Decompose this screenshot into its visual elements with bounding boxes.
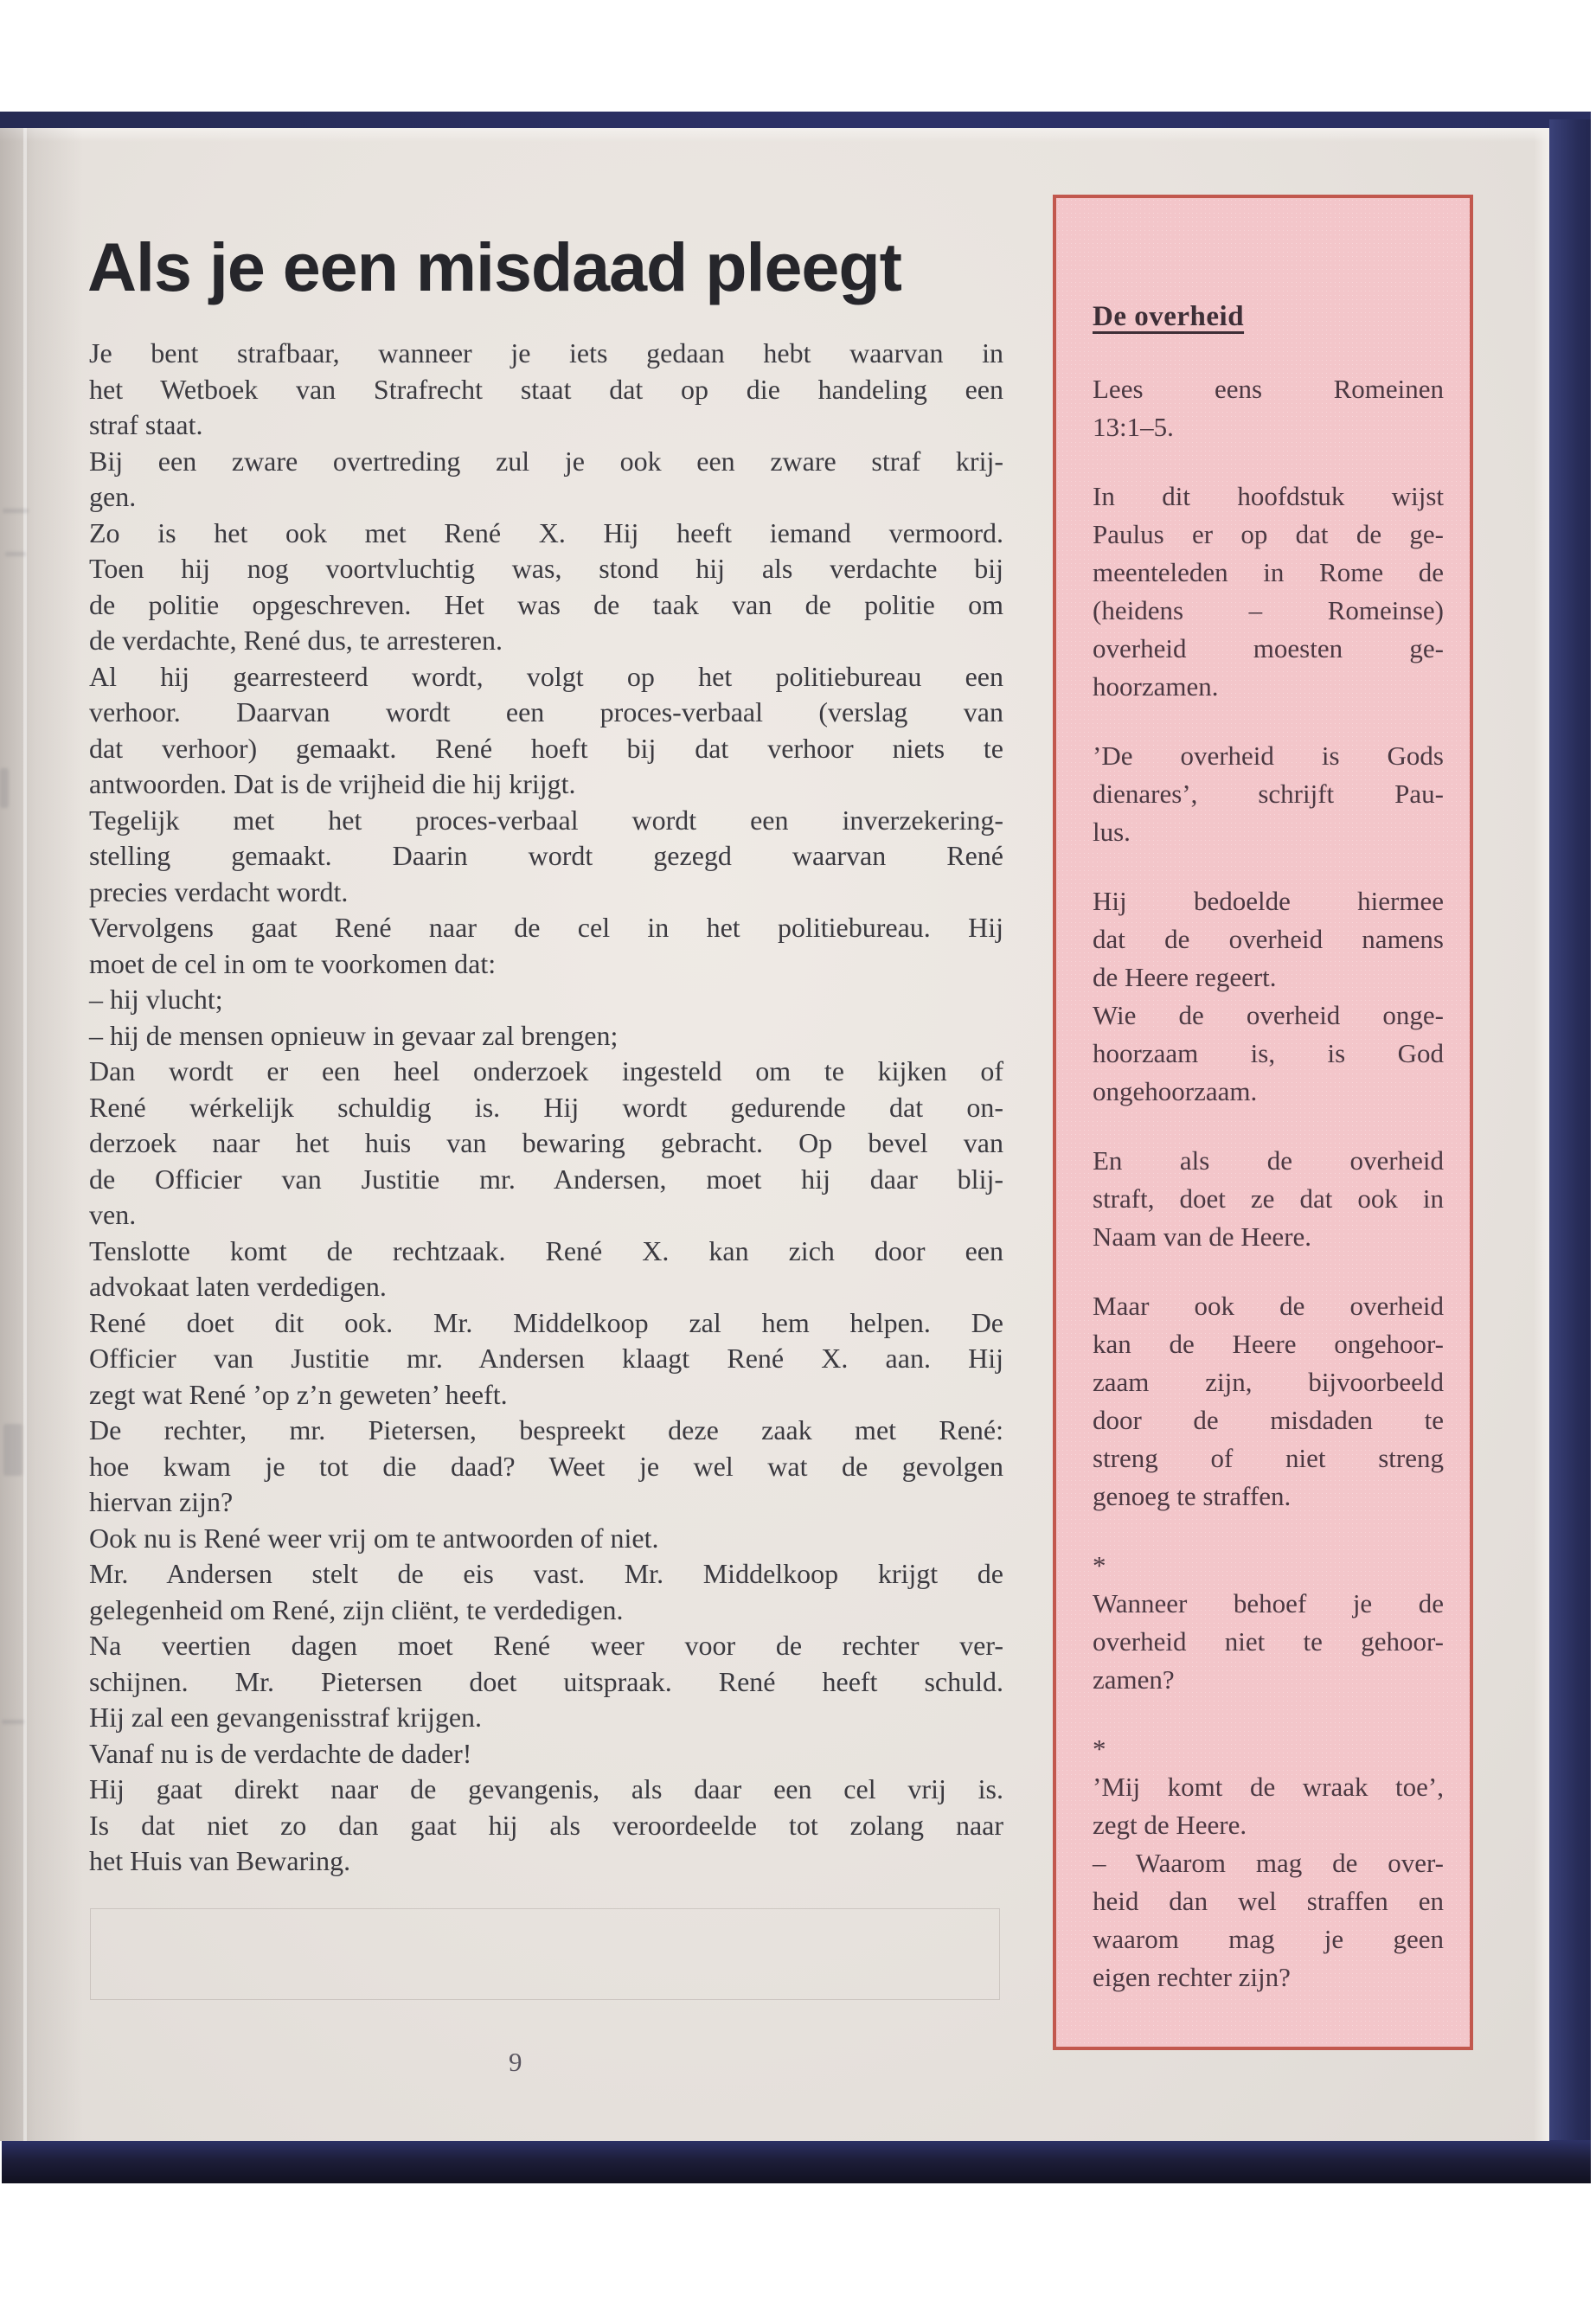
text-line: Officier van Justitie mr. Andersen klaagt René X. aan. Hij <box>89 1343 1003 1374</box>
text-line: ongehoorzaam. <box>1093 1076 1258 1106</box>
text-block <box>1093 882 1444 997</box>
text-line: Zo is het ook met René X. Hij heeft iemand vermoord. <box>89 516 1003 548</box>
text-block <box>1093 737 1444 851</box>
text-line: zegt wat René ’op z’n geweten’ heeft. <box>89 1378 508 1410</box>
text-block <box>89 1305 1003 1413</box>
text-line: * <box>1093 1550 1106 1580</box>
text-line: hoorzaam is, is God <box>1093 1038 1444 1068</box>
text-line: In dit hoofdstuk wijst <box>1093 481 1444 511</box>
page-paper <box>0 128 1549 2141</box>
text-line: heid dan wel straffen en <box>1093 1886 1444 1916</box>
text-line: schijnen. Mr. Pietersen doet uitspraak. René heeft schuld. <box>89 1665 1003 1697</box>
text-block <box>1093 1287 1444 1516</box>
text-block <box>1093 1844 1444 1997</box>
text-line: de Officier van Justitie mr. Andersen, moet hij daar blij- <box>89 1163 1003 1195</box>
text-line: 13:1–5. <box>1093 412 1174 442</box>
text-line: Wie de overheid onge- <box>1093 1000 1444 1030</box>
text-block <box>1093 1142 1444 1256</box>
sidebar-text-column <box>1093 370 1444 1997</box>
text-block <box>89 1054 1003 1234</box>
main-text-column <box>89 336 1003 1880</box>
text-line: advokaat laten verdedigen. <box>89 1271 387 1302</box>
text-line: (heidens – Romeinse) <box>1093 595 1444 625</box>
sidebar-heading: De overheid <box>1093 301 1245 332</box>
text-line: het Huis van Bewaring. <box>89 1845 351 1876</box>
text-line: derzoek naar het huis van bewaring gebracht. Op bevel van <box>89 1127 1003 1158</box>
bleed-through-mark <box>3 509 29 513</box>
text-block <box>1093 370 1444 446</box>
bleed-through-mark <box>0 768 9 808</box>
text-line: straf staat. <box>89 409 203 440</box>
text-block <box>89 1736 1003 1772</box>
text-line: dat de overheid namens <box>1093 924 1444 954</box>
text-line: En als de overheid <box>1093 1145 1444 1176</box>
text-block <box>89 336 1003 444</box>
text-line: straft, doet ze dat ook in <box>1093 1183 1444 1214</box>
text-line: Na veertien dagen moet René weer voor de rechter ver- <box>89 1630 1003 1661</box>
text-line: Vanaf nu is de verdachte de dader! <box>89 1737 472 1769</box>
text-block <box>89 910 1003 982</box>
text-line: Hij bedoelde hiermee <box>1093 886 1444 916</box>
text-line: hoe kwam je tot die daad? Weet je wel wat de gevolgen <box>89 1450 1003 1482</box>
text-line: ’Mij komt de wraak toe’, <box>1093 1772 1444 1802</box>
text-line: Dan wordt er een heel onderzoek ingesteld om te kijken of <box>89 1055 1003 1086</box>
text-block <box>89 982 1003 1018</box>
text-line: René doet dit ook. Mr. Middelkoop zal hem helpen. De <box>89 1306 1003 1338</box>
text-line: zamen? <box>1093 1664 1175 1695</box>
text-block <box>89 444 1003 516</box>
text-line: Wanneer behoef je de <box>1093 1588 1444 1618</box>
page-top-edge <box>0 128 1549 142</box>
text-line: Maar ook de overheid <box>1093 1291 1444 1321</box>
page-number: 9 <box>509 2047 522 2077</box>
text-line: streng of niet streng <box>1093 1443 1444 1473</box>
page-stack-edge <box>1534 128 1549 2141</box>
book-cover-right-edge <box>1549 119 1591 2182</box>
binding-highlight <box>23 128 27 2141</box>
text-line: antwoorden. Dat is de vrijheid die hij krijgt. <box>89 768 576 799</box>
text-block <box>1093 1768 1444 1844</box>
text-block <box>89 1018 1003 1054</box>
page-title: Als je een misdaad pleegt <box>87 228 901 305</box>
text-line: Hij gaat direkt naar de gevangenis, als daar een cel vrij is. <box>89 1773 1003 1804</box>
text-line: Hij zal een gevangenisstraf krijgen. <box>89 1702 483 1733</box>
text-line: * <box>1093 1734 1106 1764</box>
text-line: de Heere regeert. <box>1093 962 1277 992</box>
text-line: de verdachte, René dus, te arresteren. <box>89 625 503 656</box>
text-line: stelling gemaakt. Daarin wordt gezegd waarvan René <box>89 840 1003 871</box>
text-block <box>89 1556 1003 1628</box>
text-line: waarom mag je geen <box>1093 1924 1444 1954</box>
text-line: Lees eens Romeinen <box>1093 374 1444 404</box>
text-line: zegt de Heere. <box>1093 1810 1247 1840</box>
text-line: kan de Heere ongehoor- <box>1093 1329 1444 1359</box>
text-line: Paulus er op dat de ge- <box>1093 519 1444 549</box>
text-line: de politie opgeschreven. Het was de taak van de politie om <box>89 588 1003 620</box>
text-block <box>1093 997 1444 1111</box>
text-line: eigen rechter zijn? <box>1093 1962 1291 1992</box>
text-line: René wérkelijk schuldig is. Hij wordt gedurende dat on- <box>89 1091 1003 1123</box>
text-block <box>89 1234 1003 1305</box>
text-line: genoeg te straffen. <box>1093 1481 1292 1511</box>
text-line: Tegelijk met het proces-verbaal wordt een inverzekering- <box>89 804 1003 836</box>
bleed-through-mark <box>5 552 26 556</box>
text-block <box>89 1628 1003 1736</box>
text-block <box>1093 478 1444 706</box>
book-cover-bottom-edge <box>2 2140 1591 2183</box>
text-line: gelegenheid om René, zijn cliënt, te verdedigen. <box>89 1593 624 1625</box>
text-block <box>89 1521 1003 1557</box>
text-line: Naam van de Heere. <box>1093 1221 1312 1252</box>
text-line: Toen hij nog voortvluchtig was, stond hij als verdachte bij <box>89 553 1003 584</box>
text-line: het Wetboek van Strafrecht staat dat op die handeling een <box>89 373 1003 405</box>
text-line: door de misdaden te <box>1093 1405 1444 1435</box>
text-line: zaam zijn, bijvoorbeeld <box>1093 1367 1444 1397</box>
text-block <box>89 1772 1003 1880</box>
text-block <box>89 516 1003 659</box>
text-line: Mr. Andersen stelt de eis vast. Mr. Middelkoop krijgt de <box>89 1558 1003 1589</box>
text-line: lus. <box>1093 817 1131 847</box>
text-line: ven. <box>89 1199 137 1230</box>
text-block <box>1093 1730 1444 1768</box>
book-cover-top-edge <box>0 112 1591 130</box>
text-line: – Waarom mag de over- <box>1093 1848 1444 1878</box>
text-block <box>1093 1547 1444 1585</box>
text-line: dienares’, schrijft Pau- <box>1093 779 1444 809</box>
text-block <box>89 803 1003 911</box>
sidebar-box <box>1053 195 1473 2050</box>
text-line: Je bent strafbaar, wanneer je iets gedaan hebt waarvan in <box>89 337 1003 369</box>
bleed-through-outline <box>90 1908 1000 2000</box>
text-block <box>1093 1585 1444 1699</box>
text-line: overheid niet te gehoor- <box>1093 1626 1444 1657</box>
text-line: Vervolgens gaat René naar de cel in het politiebureau. Hij <box>89 912 1003 943</box>
text-line: – hij vlucht; <box>89 984 223 1015</box>
text-line: Al hij gearresteerd wordt, volgt op het politiebureau een <box>89 660 1003 692</box>
bleed-through-mark <box>3 1424 22 1476</box>
text-line: moet de cel in om te voorkomen dat: <box>89 947 497 979</box>
text-line: verhoor. Daarvan wordt een proces-verbaal (verslag van <box>89 696 1003 727</box>
binding-shadow <box>0 128 83 2141</box>
text-line: hoorzamen. <box>1093 671 1219 702</box>
text-line: gen. <box>89 481 137 512</box>
text-line: dat verhoor) gemaakt. René hoeft bij dat verhoor niets te <box>89 732 1003 764</box>
text-block <box>89 659 1003 803</box>
text-line: overheid moesten ge- <box>1093 633 1444 663</box>
text-line: Ook nu is René weer vrij om te antwoorden of niet. <box>89 1522 659 1554</box>
text-line: hiervan zijn? <box>89 1486 234 1517</box>
text-line: De rechter, mr. Pietersen, bespreekt deze zaak met René: <box>89 1414 1003 1445</box>
text-line: precies verdacht wordt. <box>89 875 349 907</box>
text-line: meenteleden in Rome de <box>1093 557 1444 587</box>
text-line: Tenslotte komt de rechtzaak. René X. kan zich door een <box>89 1234 1003 1266</box>
text-line: – hij de mensen opnieuw in gevaar zal brengen; <box>89 1019 619 1051</box>
text-line: Is dat niet zo dan gaat hij als veroordeelde tot zolang naar <box>89 1809 1003 1841</box>
text-line: ’De overheid is Gods <box>1093 740 1444 771</box>
text-block <box>89 1413 1003 1521</box>
bleed-through-mark <box>2 1720 24 1724</box>
text-line: Bij een zware overtreding zul je ook een zware straf krij- <box>89 445 1003 477</box>
